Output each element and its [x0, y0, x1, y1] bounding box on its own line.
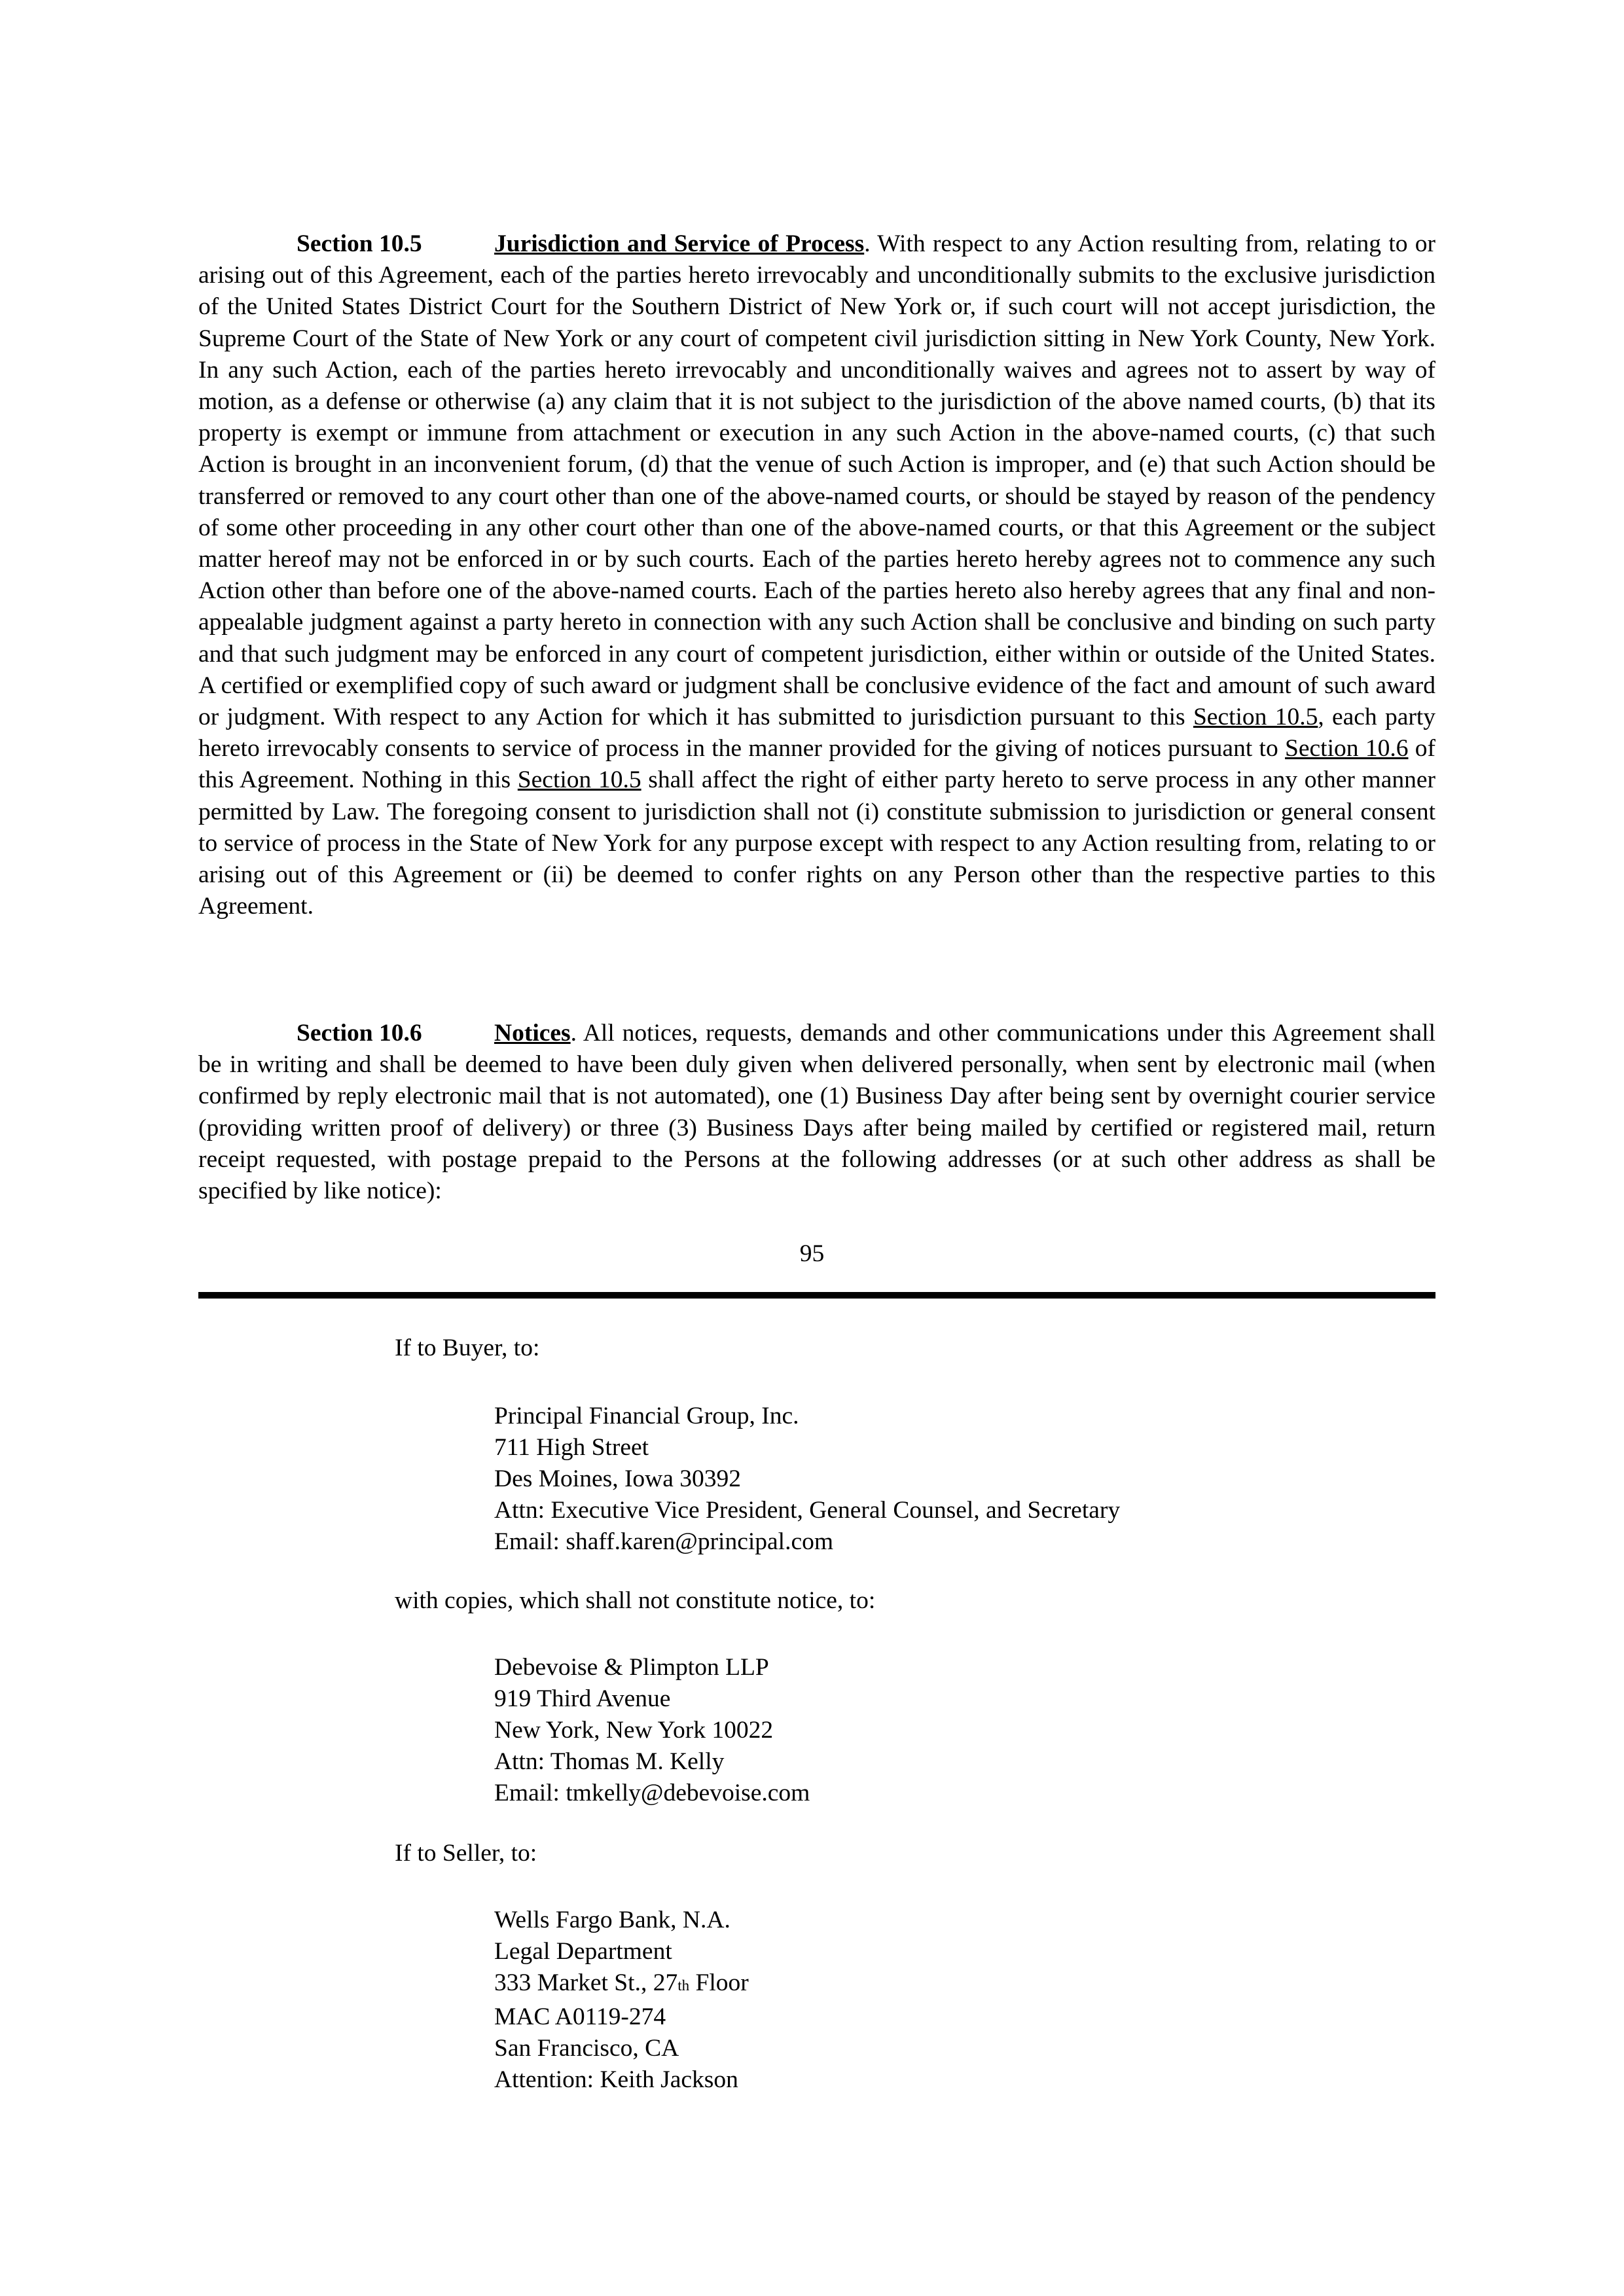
copies-address-block [494, 1652, 810, 1809]
buyer-city: Des Moines, Iowa 30392 [494, 1465, 742, 1492]
section-10-5-paragraph [198, 228, 1435, 922]
seller-notice-heading: If to Seller, to: [395, 1840, 537, 1867]
page-number: 95 [799, 1240, 825, 1267]
section-10-5-body-cont: shall affect the right of either party hereto to serve process in any other manner permitted by Law. The foregoing consent to jurisdiction shall not (i) constitute submission to jurisdiction or general consent to service of process in the State of New York for any purpose except with respect to any Action resulting from, relating to or arising out of this Agreement or (ii) be deemed to confer rights on any Person other than the respective parties to this Agreement. [198, 766, 1435, 920]
section-10-6-paragraph [198, 1018, 1435, 1207]
seller-street: 333 Market St., 27th Floor [494, 1969, 749, 1996]
seller-department: Legal Department [494, 1938, 672, 1965]
section-10-5-body-cont: , each party hereto irrevocably consents to service of process in the manner provided for the giving of notices pursuant to [198, 704, 1435, 762]
seller-attention: Attention: Keith Jackson [494, 2066, 738, 2093]
section-10-5-number: Section 10.5 [297, 230, 422, 257]
section-10-5-body: . With respect to any Action resulting from, relating to or arising out of this Agreement, each of the parties hereto irrevocably and unconditionally submits to the exclusive jurisdiction of the United States District Court for the Southern District of New York or, if such court will not accept jurisdiction, the Supreme Court of the State of New York or any court of competent civil jurisdiction sitting in New York County, New York. In any such Action, each of the parties hereto irrevocably and unconditionally waives and agrees not to assert by way of motion, as a defense or otherwise (a) any claim that it is not subject to the jurisdiction of the above named courts, (b) that its property is exempt or immune from attachment or execution in any such Action in the above-named courts, (c) that such Action is brought in an inconvenient forum, (d) that the venue of such Action is improper, and (e) that such Action should be transferred or removed to any court other than one of the above-named courts, or should be stayed by reason of the pendency of some other proceeding in any other court other than one of the above-named courts, or that this Agreement or the subject matter hereof may not be enforced in or by such courts. Each of the parties hereto hereby agrees not to commence any such Action other than before one of the above-named courts. Each of the parties hereto also hereby agrees that any final and non-appealable judgment against a party hereto in connection with any such Action shall be conclusive and binding on such party and that such judgment may be enforced in any court of competent jurisdiction, either within or outside of the United States. A certified or exemplified copy of such award or judgment shall be conclusive evidence of the fact and amount of such award or judgment. With respect to any Action for which it has submitted to jurisdiction pursuant to this [198, 230, 1436, 731]
section-10-6-title: Notices [494, 1020, 571, 1047]
cross-reference-section-10-5: Section 10.5 [517, 766, 641, 794]
copies-attention: Attn: Thomas M. Kelly [494, 1748, 725, 1775]
section-10-6-body: . All notices, requests, demands and other communications under this Agreement shall be in writing and shall be deemed to have been duly given when delivered personally, when sent by electronic mail (when confirmed by reply electronic mail that is not automated), one (1) Business Day after being sent by overnight courier service (providing written proof of delivery) or three (3) Business Days after being mailed by certified or registered mail, return receipt requested, with postage prepaid to the Persons at the following addresses (or at such other address as shall be specified by like notice): [198, 1020, 1435, 1205]
buyer-address-block [494, 1401, 1120, 1558]
section-10-5-title: Jurisdiction and Service of Process [494, 230, 865, 257]
section-10-5-body-cont: of this Agreement. Nothing in this [198, 735, 1435, 794]
ordinal-suffix: th [677, 1977, 690, 1994]
page-break-rule [198, 1292, 1435, 1299]
copies-company: Debevoise & Plimpton LLP [494, 1654, 769, 1681]
buyer-company: Principal Financial Group, Inc. [494, 1403, 799, 1429]
copies-notice-heading: with copies, which shall not constitute notice, to: [395, 1587, 876, 1614]
seller-address-block [494, 1905, 749, 2096]
copies-street: 919 Third Avenue [494, 1685, 671, 1712]
cross-reference-section-10-5: Section 10.5 [1193, 704, 1318, 731]
seller-city: San Francisco, CA [494, 2035, 679, 2062]
copies-city: New York, New York 10022 [494, 1717, 774, 1744]
cross-reference-section-10-6: Section 10.6 [1285, 735, 1409, 762]
buyer-email: Email: shaff.karen@principal.com [494, 1528, 834, 1555]
seller-company: Wells Fargo Bank, N.A. [494, 1907, 731, 1933]
seller-mail-code: MAC A0119-274 [494, 2003, 666, 2030]
buyer-attention: Attn: Executive Vice President, General Counsel, and Secretary [494, 1497, 1121, 1524]
buyer-notice-heading: If to Buyer, to: [395, 1335, 540, 1361]
copies-email: Email: tmkelly@debevoise.com [494, 1780, 810, 1806]
buyer-street: 711 High Street [494, 1434, 649, 1461]
section-10-6-number: Section 10.6 [297, 1020, 422, 1047]
